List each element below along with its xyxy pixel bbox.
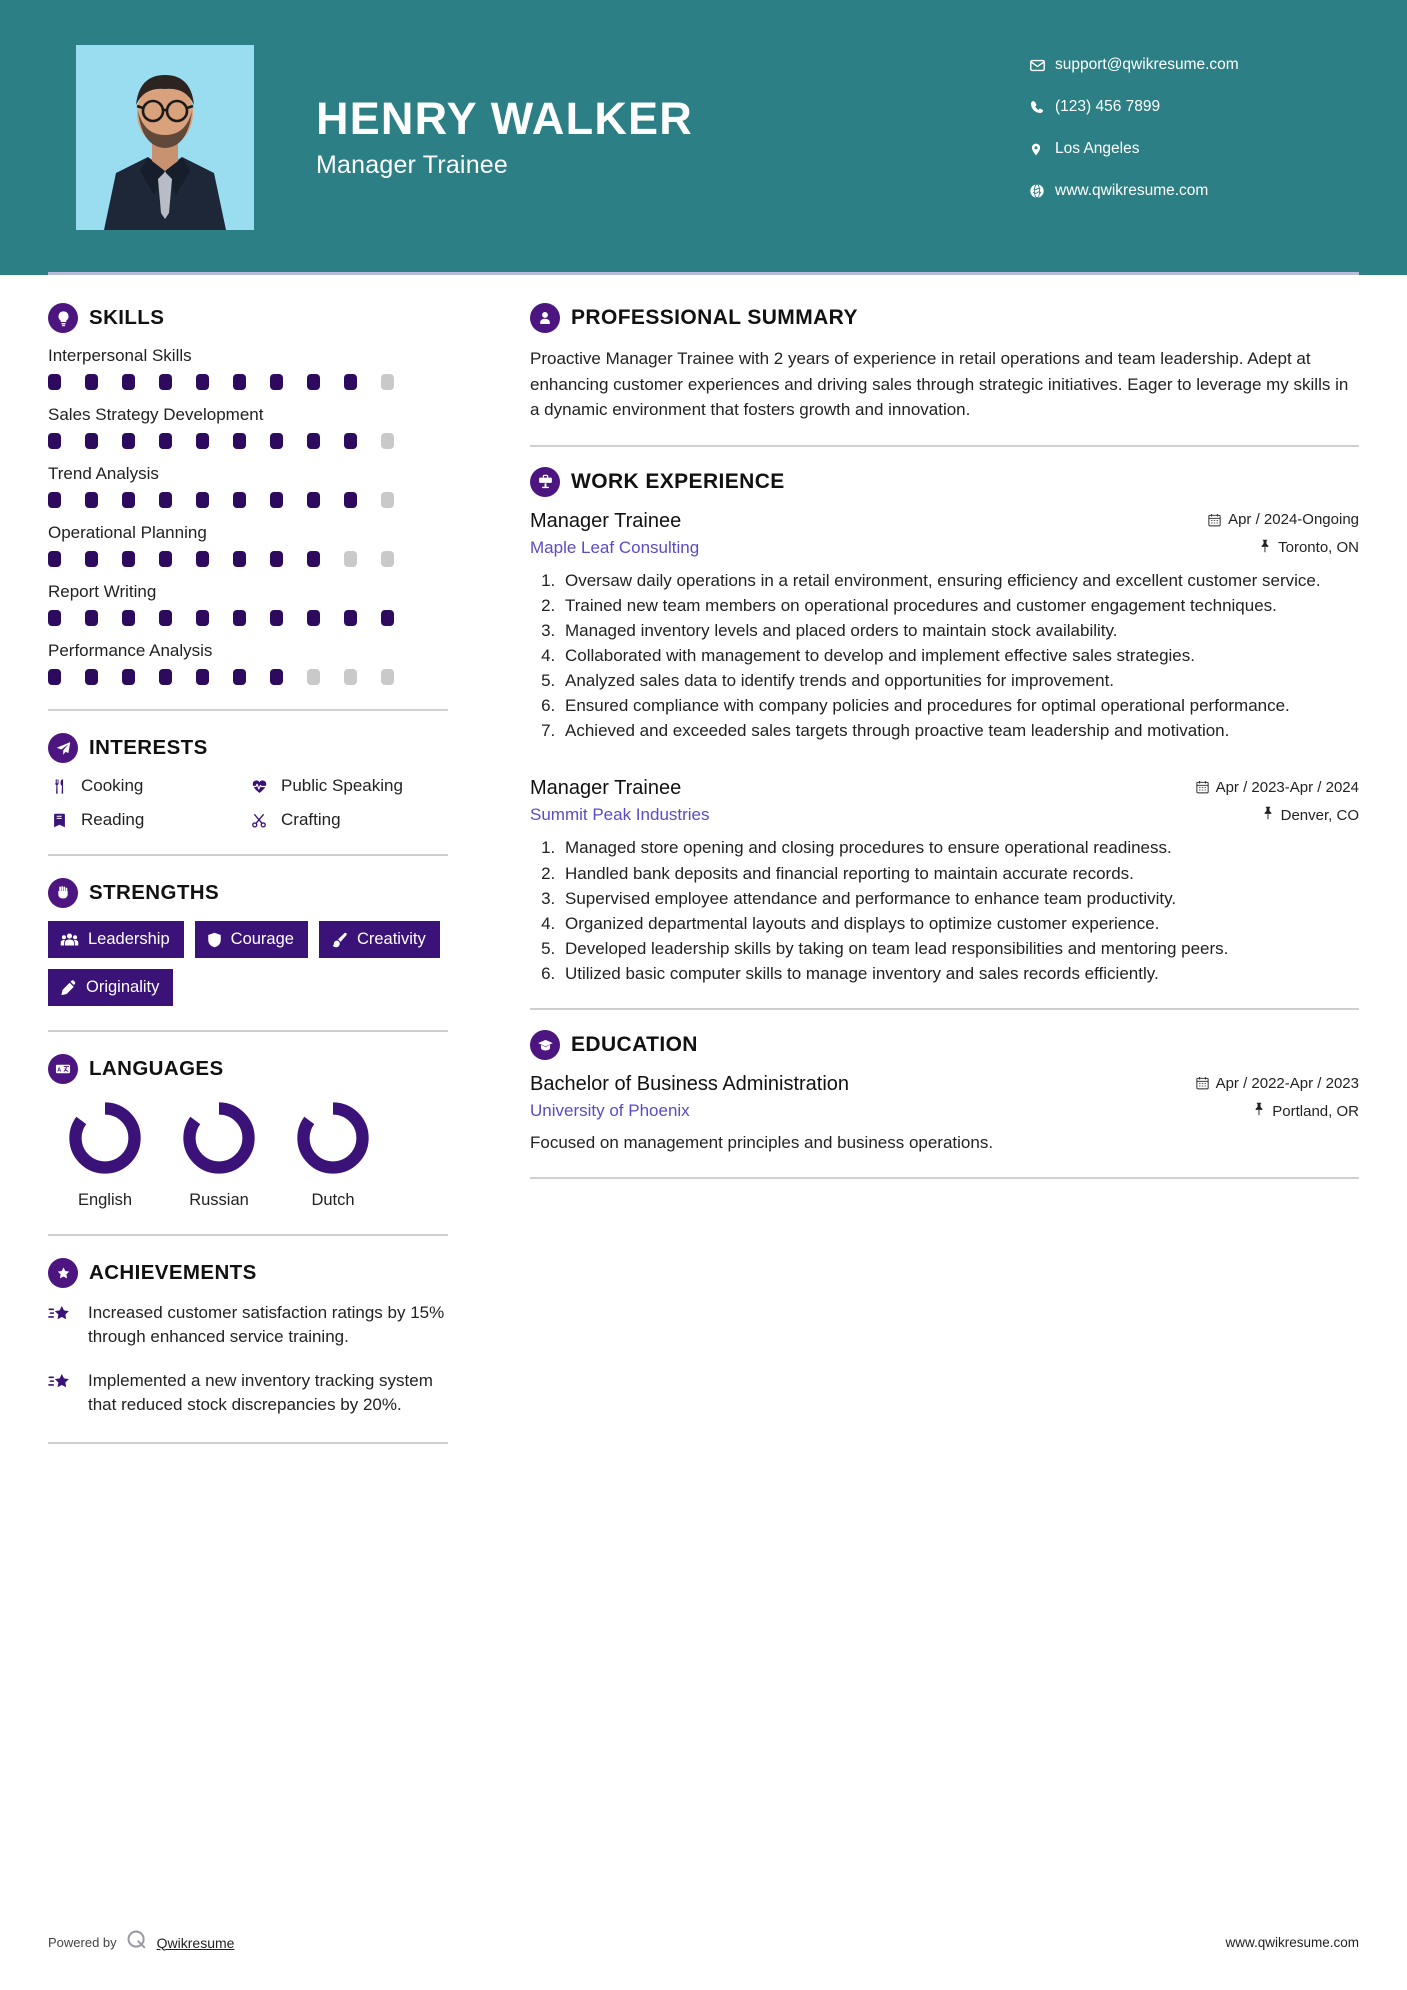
languages-heading [48,1054,448,1084]
contact-phone-text: (123) 456 7899 [1055,98,1161,115]
qwikresume-logo-icon [126,1929,148,1956]
calendar-icon [1208,513,1221,527]
work-dates-text: Apr / 2023-Apr / 2024 [1215,778,1359,796]
education-degree: Bachelor of Business Administration [530,1073,850,1096]
header-divider [48,272,1359,275]
rating-dot-filled [48,610,61,626]
push-pin-icon [1262,806,1274,824]
education-dates-text: Apr / 2022-Apr / 2023 [1215,1074,1359,1092]
paint-brush-icon [331,932,348,948]
profile-photo [76,45,254,230]
work-organization[interactable]: Summit Peak Industries [530,805,710,825]
rating-dot-filled [233,433,246,449]
sidebar-divider [48,1442,448,1444]
section-work-experience [530,467,1359,987]
section-languages [48,1054,448,1210]
interest-label: Public Speaking [281,776,403,795]
page-footer [48,1929,1359,1956]
skill-rating [48,551,448,567]
skill-item [48,464,448,508]
skill-rating [48,610,448,626]
rating-dot-empty [344,551,357,567]
work-entry-sub [530,538,1359,558]
education-heading [530,1030,1359,1060]
achievement-text: Implemented a new inventory tracking system that reduced stock discrepancies by 20%. [88,1371,433,1415]
work-dates [1196,779,1359,796]
bullet-item: 4. Organized departmental layouts and displays to optimize customer experience. [560,912,1359,936]
rating-dot-filled [196,374,209,390]
email-icon [1029,57,1055,74]
language-progress-ring [178,1097,260,1179]
skill-item [48,582,448,626]
rating-dot-filled [307,551,320,567]
bullet-item: 7. Achieved and exceeded sales targets through proactive team leadership and motivation. [560,719,1359,743]
rating-dot-filled [307,492,320,508]
bullet-item: 1. Oversaw daily operations in a retail environment, ensuring efficiency and excellent customer service. [560,569,1359,593]
rating-dot-filled [48,374,61,390]
footer-powered-by: Powered by [48,1935,117,1950]
footer-brand-group [48,1929,234,1956]
interests-list [48,776,448,830]
education-title: EDUCATION [571,1033,698,1057]
strength-tag-leadership [48,921,184,958]
strength-tag-courage [195,921,308,958]
push-pin-icon [1253,1102,1265,1120]
skill-item [48,523,448,567]
rating-dot-filled [344,374,357,390]
work-entry-top [530,777,1359,800]
education-entry [530,1073,1359,1155]
main-divider [530,445,1359,447]
rating-dot-filled [85,374,98,390]
bullet-item: 5. Developed leadership skills by taking on team lead responsibilities and mentoring peers. [560,937,1359,961]
skill-label: Performance Analysis [48,641,213,660]
section-education [530,1030,1359,1155]
sidebar-divider [48,854,448,856]
sidebar-divider [48,1030,448,1032]
achievements-title: ACHIEVEMENTS [89,1261,257,1284]
rating-dot-filled [159,669,172,685]
skills-title: SKILLS [89,306,165,329]
work-dates-text: Apr / 2024-Ongoing [1228,511,1359,528]
rating-dot-filled [159,433,172,449]
users-group-icon [60,932,79,947]
contact-email-text: support@qwikresume.com [1055,56,1239,73]
bullet-item: 2. Trained new team members on operational procedures and customer engagement techniques. [560,594,1359,618]
summary-heading [530,303,1359,333]
work-location-text: Denver, CO [1280,806,1359,824]
section-interests [48,733,448,830]
entry-spacer [530,747,1359,777]
language-progress-ring [64,1097,146,1179]
scissors-icon [248,812,270,829]
section-professional-summary [530,303,1359,423]
rating-dot-filled [48,492,61,508]
bullet-item: 3. Managed inventory levels and placed orders to maintain stock availability. [560,619,1359,643]
candidate-job-title: Manager Trainee [316,151,509,180]
identity-block [316,92,1029,180]
shooting-star-icon [48,1369,76,1397]
summary-title: PROFESSIONAL SUMMARY [571,306,858,329]
rating-dot-filled [159,551,172,567]
rating-dot-filled [122,433,135,449]
rating-dot-filled [344,433,357,449]
rating-dot-empty [381,551,394,567]
skill-label: Sales Strategy Development [48,405,264,424]
push-pin-icon [1259,539,1271,557]
globe-icon [1029,183,1055,199]
strengths-title: STRENGTHS [89,881,220,904]
rating-dot-filled [233,551,246,567]
location-pin-icon [1029,141,1055,158]
languages-title: LANGUAGES [89,1057,224,1080]
rating-dot-filled [85,669,98,685]
rating-dot-filled [159,492,172,508]
skill-rating [48,492,448,508]
pencil-icon [60,980,77,996]
rating-dot-filled [85,610,98,626]
rating-dot-filled [196,433,209,449]
main-column [488,303,1359,1466]
translate-icon [48,1054,78,1084]
svg-text:A: A [57,1067,62,1074]
rating-dot-filled [196,610,209,626]
paper-plane-icon [48,733,78,763]
work-location [1259,539,1359,557]
phone-icon [1029,99,1055,115]
lightbulb-icon [48,303,78,333]
rating-dot-empty [307,669,320,685]
footer-brand-link[interactable]: Qwikresume [156,1934,235,1951]
education-description: Focused on management principles and business operations. [530,1133,994,1153]
work-title: WORK EXPERIENCE [571,469,785,493]
language-item [276,1097,390,1210]
education-school[interactable]: University of Phoenix [530,1101,690,1121]
rating-dot-filled [307,610,320,626]
sidebar-divider [48,709,448,711]
section-skills [48,303,448,685]
work-entry [530,510,1359,744]
education-location-text: Portland, OR [1272,1102,1359,1120]
skills-heading [48,303,448,333]
section-achievements [48,1258,448,1418]
rating-dot-filled [233,492,246,508]
work-entry-sub [530,805,1359,825]
rating-dot-filled [270,492,283,508]
achievements-heading [48,1258,448,1288]
interest-label: Reading [81,810,145,829]
rating-dot-filled [233,669,246,685]
work-role: Manager Trainee [530,509,682,532]
rating-dot-filled [122,551,135,567]
work-bullets [530,569,1359,744]
rating-dot-empty [381,492,394,508]
shooting-star-icon [48,1301,76,1329]
resume-body [0,275,1407,1466]
skill-rating [48,374,448,390]
skill-label: Report Writing [48,582,157,601]
education-entry-sub [530,1101,1359,1121]
rating-dot-filled [48,669,61,685]
main-divider [530,1177,1359,1179]
contact-phone[interactable] [1029,86,1359,128]
achievement-text: Increased customer satisfaction ratings by 15% through enhanced service training. [88,1303,445,1347]
work-organization[interactable]: Maple Leaf Consulting [530,537,700,557]
sidebar-divider [48,1234,448,1236]
skill-label: Operational Planning [48,523,207,542]
work-location [1262,806,1359,824]
rating-dot-filled [307,374,320,390]
skill-rating [48,669,448,685]
resume-header [0,0,1407,275]
bullet-item: 6. Utilized basic computer skills to manage inventory and sales records efficiently. [560,962,1359,986]
strength-label: Creativity [356,930,426,948]
language-item [48,1097,162,1210]
achievements-list [48,1301,448,1418]
section-strengths [48,878,448,1006]
interests-heading [48,733,448,763]
skill-label: Trend Analysis [48,464,159,483]
bullet-item: 3. Supervised employee attendance and performance to enhance team productivity. [560,887,1359,911]
rating-dot-filled [196,669,209,685]
graduation-cap-icon [530,1030,560,1060]
rating-dot-empty [381,669,394,685]
interest-item [48,810,248,830]
achievement-item [48,1301,448,1349]
rating-dot-filled [344,492,357,508]
work-role: Manager Trainee [530,777,682,800]
contact-website[interactable] [1029,170,1359,212]
rating-dot-filled [85,551,98,567]
rating-dot-empty [381,433,394,449]
interests-title: INTERESTS [89,736,208,759]
rating-dot-filled [233,610,246,626]
language-item [162,1097,276,1210]
rating-dot-filled [344,610,357,626]
contact-list [1029,44,1359,212]
interest-item [48,776,248,796]
work-bullets [530,836,1359,986]
rating-dot-filled [307,433,320,449]
strengths-heading [48,878,448,908]
bullet-item: 6. Ensured compliance with company policies and procedures for optimal operational performance. [560,694,1359,718]
rating-dot-filled [196,551,209,567]
strength-label: Courage [230,930,294,948]
language-label: Dutch [311,1191,355,1209]
achievement-item [48,1369,448,1417]
rating-dot-empty [344,669,357,685]
language-progress-ring [292,1097,374,1179]
rating-dot-filled [159,374,172,390]
strength-label: Leadership [88,930,170,948]
candidate-name: HENRY WALKER [316,92,693,144]
bullet-item: 2. Handled bank deposits and financial reporting to maintain accurate records. [560,862,1359,886]
rating-dot-filled [85,492,98,508]
work-heading [530,467,1359,497]
briefcase-icon [530,467,560,497]
rating-dot-filled [48,551,61,567]
interest-label: Crafting [281,810,341,829]
footer-website: www.qwikresume.com [1225,1935,1359,1950]
skill-rating [48,433,448,449]
rating-dot-filled [122,492,135,508]
strengths-list [48,921,448,1006]
bullet-item: 4. Collaborated with management to develop and implement effective sales strategies. [560,644,1359,668]
book-icon [48,812,70,829]
fork-knife-icon [48,778,70,795]
sidebar-column [48,303,488,1466]
bullet-item: 1. Managed store opening and closing procedures to ensure operational readiness. [560,836,1359,860]
rating-dot-filled [196,492,209,508]
languages-list [48,1097,448,1210]
work-dates [1208,511,1359,528]
rating-dot-filled [159,610,172,626]
work-location-text: Toronto, ON [1278,539,1359,556]
rating-dot-filled [270,433,283,449]
bullet-item: 5. Analyzed sales data to identify trends and opportunities for improvement. [560,669,1359,693]
rating-dot-filled [381,610,394,626]
skill-item [48,346,448,390]
contact-location [1029,128,1359,170]
strength-label: Originality [86,978,160,996]
person-icon [530,303,560,333]
work-entry [530,777,1359,986]
skill-item [48,405,448,449]
skill-label: Interpersonal Skills [48,346,192,365]
language-label: Russian [189,1191,249,1209]
education-entry-top [530,1073,1359,1096]
rating-dot-filled [233,374,246,390]
rating-dot-empty [381,374,394,390]
contact-website-text: www.qwikresume.com [1055,182,1209,199]
rating-dot-filled [48,433,61,449]
education-dates [1196,1075,1359,1092]
rating-dot-filled [122,374,135,390]
contact-email[interactable] [1029,44,1359,86]
shield-icon [207,932,222,948]
strength-tag-creativity [319,921,440,958]
heartbeat-icon [248,778,270,795]
calendar-icon [1196,780,1209,794]
main-divider [530,1008,1359,1010]
rating-dot-filled [85,433,98,449]
interest-label: Cooking [81,776,144,795]
calendar-icon [1196,1076,1209,1090]
rating-dot-filled [270,374,283,390]
skill-item [48,641,448,685]
skills-list [48,346,448,685]
rating-dot-filled [270,669,283,685]
contact-location-text: Los Angeles [1055,140,1140,157]
rating-dot-filled [122,669,135,685]
interest-item [248,776,448,796]
education-location [1253,1102,1359,1120]
rating-dot-filled [270,610,283,626]
rating-dot-filled [270,551,283,567]
rating-dot-filled [122,610,135,626]
language-label: English [77,1191,133,1209]
work-entry-top [530,510,1359,533]
strength-tag-originality [48,969,173,1006]
summary-text: Proactive Manager Trainee with 2 years of experience in retail operations and team leadership. Adept at enhancing customer experiences and driving sales through strategic initiatives. Eager to leverage my skills in a dynamic environment that fosters growth and innovation. [530,349,1349,419]
interest-item [248,810,448,830]
star-badge-icon [48,1258,78,1288]
fist-icon [48,878,78,908]
